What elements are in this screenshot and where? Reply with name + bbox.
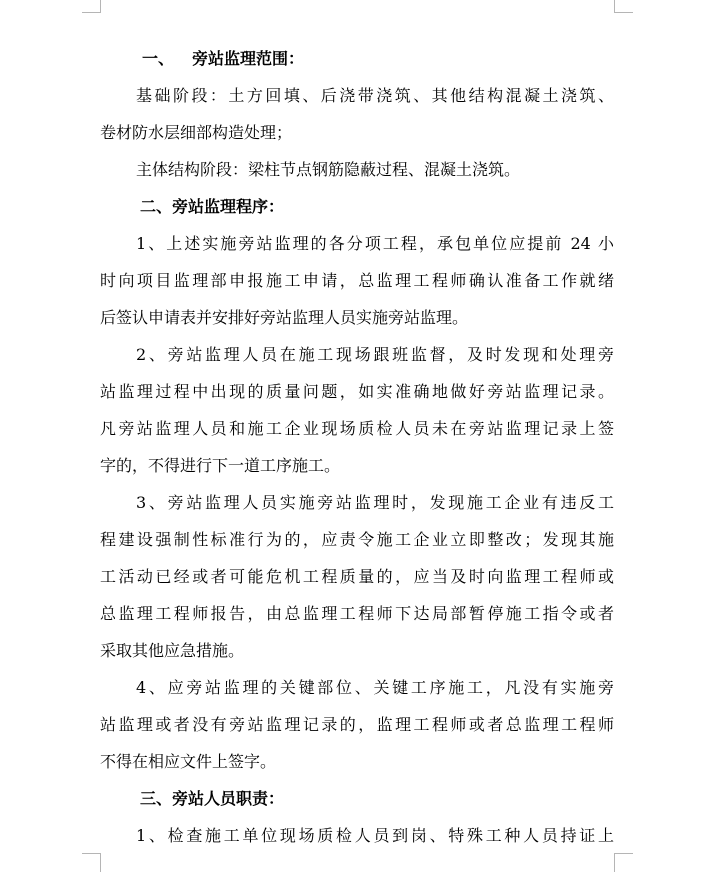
paragraph-line: 主体结构阶段：梁柱节点钢筋隐蔽过程、混凝土浇筑。	[136, 160, 521, 179]
paragraph-line: 4、应旁站监理的关键部位、关键工序施工，凡没有实施旁	[136, 678, 614, 697]
paragraph-line: 时向项目监理部申报施工申请，总监理工程师确认准备工作就绪	[100, 271, 614, 290]
paragraph-line: 字的，不得进行下一道工序施工。	[100, 456, 341, 475]
paragraph-line: 3、旁站监理人员实施旁站监理时，发现施工企业有违反工	[136, 493, 614, 512]
document-body	[100, 40, 614, 854]
page-corner-mark	[614, 853, 633, 872]
section-heading: 二、旁站监理程序：	[140, 197, 285, 216]
page-corner-mark	[82, 0, 101, 13]
section-heading-number: 一、	[142, 49, 175, 68]
paragraph-line: 总监理工程师报告，由总监理工程师下达局部暂停施工指令或者	[100, 604, 614, 623]
paragraph-line: 站监理或者没有旁站监理记录的，监理工程师或者总监理工程师	[100, 715, 614, 734]
paragraph-line: 采取其他应急措施。	[100, 641, 245, 660]
section-heading	[100, 40, 614, 77]
section-heading: 三、旁站人员职责：	[140, 789, 285, 808]
page-corner-mark	[614, 0, 633, 13]
page-corner-mark	[82, 853, 101, 872]
paragraph-line: 2、旁站监理人员在施工现场跟班监督，及时发现和处理旁	[136, 345, 614, 364]
paragraph-line: 凡旁站监理人员和施工企业现场质检人员未在旁站监理记录上签	[100, 419, 614, 438]
paragraph-line: 工活动已经或者可能危机工程质量的，应当及时向监理工程师或	[100, 567, 614, 586]
paragraph-line: 不得在相应文件上签字。	[100, 752, 277, 771]
paragraph-line: 后签认申请表并安排好旁站监理人员实施旁站监理。	[100, 308, 469, 327]
paragraph-line: 1、检查施工单位现场质检人员到岗、特殊工种人员持证上	[136, 826, 614, 845]
paragraph-line: 1、上述实施旁站监理的各分项工程，承包单位应提前 24 小	[136, 234, 614, 253]
paragraph-line: 程建设强制性标准行为的，应责令施工企业立即整改；发现其施	[100, 530, 614, 549]
paragraph-line: 站监理过程中出现的质量问题，如实准确地做好旁站监理记录。	[100, 382, 614, 401]
paragraph-line: 卷材防水层细部构造处理；	[100, 123, 293, 142]
paragraph-line: 基础阶段：土方回填、后浇带浇筑、其他结构混凝土浇筑、	[136, 86, 614, 105]
section-heading-text: 旁站监理范围：	[192, 49, 305, 68]
